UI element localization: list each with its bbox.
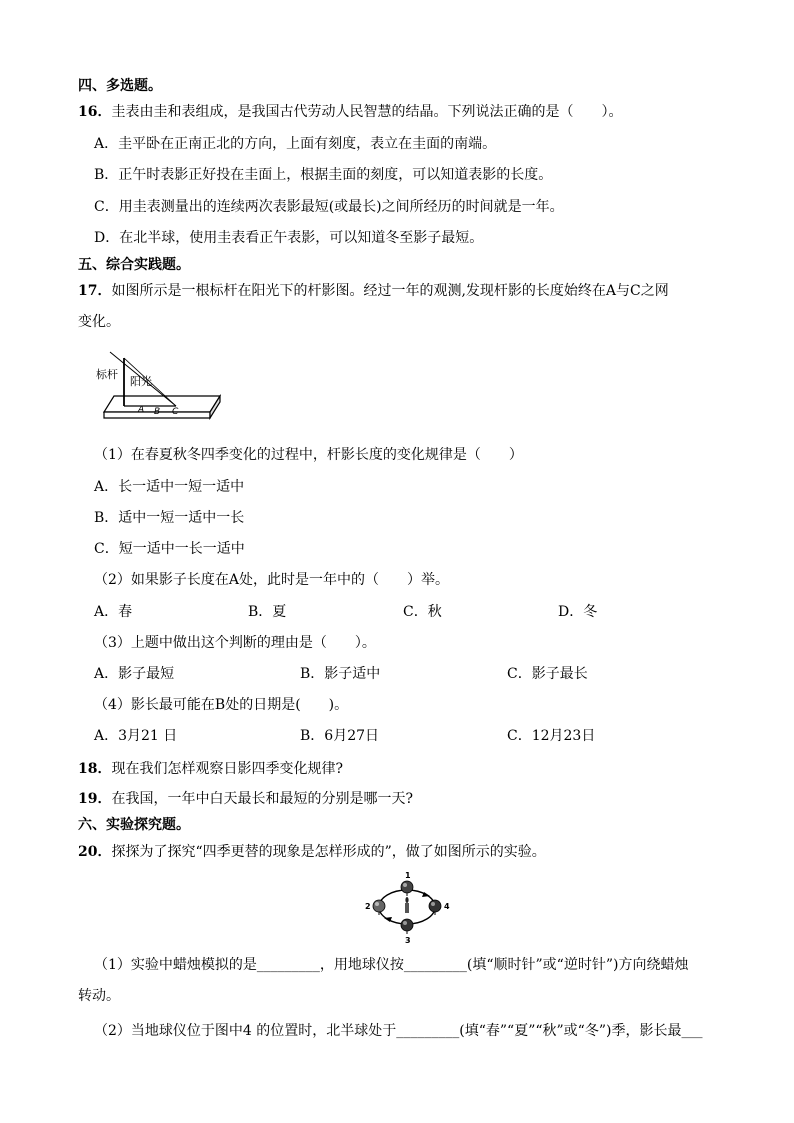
q17-sub3-option-b: B．影子适中 xyxy=(300,666,381,682)
question-stem: 如图所示是一根标杆在阳光下的杆影图。经过一年的观测,发现杆影的长度始终在A与C之网 xyxy=(111,283,669,299)
q17-sub2-option-c: C．秋 xyxy=(403,604,442,620)
q17-sub2-option-d: D．冬 xyxy=(558,604,598,620)
globe-position-3 xyxy=(401,919,413,934)
position-label-3: 3 xyxy=(405,936,411,945)
q20-sub1-line2: 转动。 xyxy=(78,988,120,1004)
globe-position-4 xyxy=(429,900,441,915)
orbit-experiment-figure xyxy=(360,870,455,945)
pole-shadow-figure xyxy=(92,350,222,425)
candle-flame xyxy=(405,897,408,903)
q17-sub1-option-a: A．长一适中一短一适中 xyxy=(94,479,245,495)
point-a-label: A xyxy=(138,405,145,415)
question-19 xyxy=(78,790,413,808)
pole-label: 标杆 xyxy=(96,368,118,381)
section-heading-4: 四、多选题。 xyxy=(78,78,162,94)
q17-sub1-option-c: C．短一适中一长一适中 xyxy=(94,541,245,557)
question-stem: 圭表由圭和表组成，是我国古代劳动人民智慧的结晶。下列说法正确的是（ ）。 xyxy=(111,104,623,120)
q17-sub4-option-a: A．3月21 日 xyxy=(94,728,178,744)
question-16 xyxy=(78,103,622,121)
question-number: 20． xyxy=(78,844,112,860)
question-number: 17． xyxy=(78,283,112,299)
question-number: 16． xyxy=(78,104,112,120)
position-label-4: 4 xyxy=(444,902,450,911)
board-top xyxy=(104,396,220,412)
question-17 xyxy=(78,282,669,300)
q17-sub4-option-c: C．12月23日 xyxy=(507,728,596,744)
q17-sub4-option-b: B．6月27日 xyxy=(300,728,380,744)
question-stem: 现在我们怎样观察日影四季变化规律? xyxy=(111,761,343,777)
question-18 xyxy=(78,760,343,778)
position-label-1: 1 xyxy=(405,871,411,880)
q16-option-b: B．正午时表影正好投在圭面上，根据圭面的刻度，可以知道表影的长度。 xyxy=(94,167,553,183)
q16-option-c: C．用圭表测量出的连续两次表影最短(或最长)之间所经历的时间就是一年。 xyxy=(94,199,564,215)
section-heading-5: 五、综合实践题。 xyxy=(78,257,190,273)
q16-option-d: D．在北半球，使用圭表看正午表影，可以知道冬至影子最短。 xyxy=(94,230,484,246)
q17-sub2-option-b: B．夏 xyxy=(248,604,287,620)
question-stem: 在我国，一年中白天最长和最短的分别是哪一天? xyxy=(111,791,413,807)
q20-sub1-line1: （1）实验中蜡烛模拟的是_________，用地球仪按_________(填“顺时针”或“逆时针”)方向绕蜡烛 xyxy=(94,957,689,973)
point-b-label: B xyxy=(154,407,161,417)
q17-sub1-question: （1）在春夏秋冬四季变化的过程中，杆影长度的变化规律是（ ） xyxy=(94,447,523,463)
globe-position-1 xyxy=(401,881,413,896)
question-number: 19． xyxy=(78,791,112,807)
q17-sub2-option-a: A．春 xyxy=(94,604,133,620)
question-20 xyxy=(78,843,546,861)
q17-sub1-option-b: B．适中一短一适中一长 xyxy=(94,510,245,526)
question-17-continued: 变化。 xyxy=(78,314,120,330)
point-c-label: C xyxy=(172,407,179,417)
candle xyxy=(405,903,409,913)
q17-sub2-question: （2）如果影子长度在A处，此时是一年中的（ ）举。 xyxy=(94,572,450,588)
q17-sub3-option-a: A．影子最短 xyxy=(94,666,175,682)
section-heading-6: 六、实验探究题。 xyxy=(78,817,190,833)
q17-sub3-question: （3）上题中做出这个判断的理由是（ ）。 xyxy=(94,635,376,651)
question-number: 18． xyxy=(78,761,112,777)
q16-option-a: A．圭平卧在正南正北的方向，上面有刻度，表立在圭面的南端。 xyxy=(94,136,497,152)
position-label-2: 2 xyxy=(365,902,371,911)
q20-sub2-line1: （2）当地球仪位于图中4 的位置时，北半球处于_________(填“春”“夏”“秋”或“冬”)季，影长最___ xyxy=(94,1023,703,1039)
q17-sub4-question: （4）影长最可能在B处的日期是( )。 xyxy=(94,697,349,713)
sun-label: 阳光 xyxy=(130,375,152,388)
q17-sub3-option-c: C．影子最长 xyxy=(507,666,588,682)
globe-position-2 xyxy=(373,900,385,915)
question-stem: 探探为了探究“四季更替的现象是怎样形成的”，做了如图所示的实验。 xyxy=(111,844,546,860)
